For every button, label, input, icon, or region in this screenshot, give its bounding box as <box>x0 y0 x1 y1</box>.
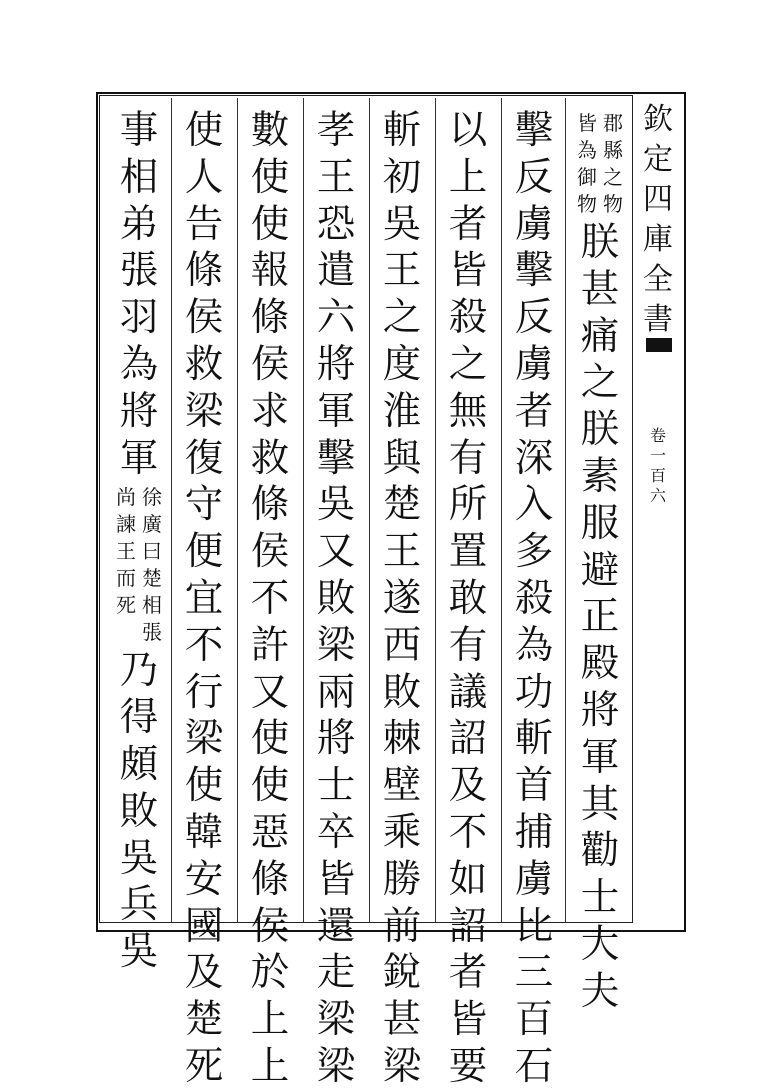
main-char: 條 <box>250 295 290 341</box>
main-char: 又 <box>316 529 356 575</box>
main-char: 吳 <box>119 835 159 881</box>
main-char: 許 <box>250 622 290 668</box>
column-rule <box>171 98 172 922</box>
main-char: 王 <box>382 529 422 575</box>
main-char: 入 <box>514 482 554 528</box>
main-char: 淮 <box>382 388 422 434</box>
main-char: 梁 <box>382 1043 422 1089</box>
main-char: 痛 <box>580 313 620 359</box>
main-char: 卒 <box>316 809 356 855</box>
main-char: 吳 <box>119 929 159 975</box>
volume-char: 卷 <box>649 426 666 445</box>
main-char: 走 <box>316 950 356 996</box>
main-char: 將 <box>119 388 159 434</box>
main-char: 將 <box>316 716 356 762</box>
main-char: 議 <box>448 669 488 715</box>
title-char: 全 <box>643 262 673 297</box>
text-column <box>509 108 559 1091</box>
main-char: 軍 <box>580 734 620 780</box>
main-char: 求 <box>250 388 290 434</box>
main-char: 復 <box>184 435 224 481</box>
main-char: 梁 <box>316 1043 356 1089</box>
title-char: 書 <box>643 302 673 337</box>
note-char: 死 <box>116 593 136 618</box>
main-char: 便 <box>184 529 224 575</box>
main-char: 不 <box>184 622 224 668</box>
column-rule <box>501 98 502 922</box>
main-char: 置 <box>448 529 488 575</box>
main-char: 使 <box>184 763 224 809</box>
text-column <box>443 108 493 1091</box>
fishtail-mark <box>646 338 672 352</box>
main-char: 得 <box>119 695 159 741</box>
main-char: 勝 <box>382 856 422 902</box>
main-char: 救 <box>250 435 290 481</box>
main-char: 殺 <box>514 575 554 621</box>
main-char: 人 <box>184 154 224 200</box>
main-char: 救 <box>184 341 224 387</box>
main-char: 宜 <box>184 575 224 621</box>
note-char: 張 <box>142 620 162 645</box>
text-column <box>311 108 361 1091</box>
main-char: 反 <box>514 154 554 200</box>
main-char: 擊 <box>316 435 356 481</box>
main-char: 初 <box>382 154 422 200</box>
main-char: 虜 <box>514 341 554 387</box>
annotation-line <box>141 484 163 646</box>
main-char: 擊 <box>514 248 554 294</box>
text-column <box>377 108 427 1091</box>
main-char: 西 <box>382 622 422 668</box>
main-char: 楚 <box>382 482 422 528</box>
title-char: 欽 <box>643 102 673 137</box>
main-char: 詔 <box>448 716 488 762</box>
book-page <box>96 92 684 1089</box>
main-char: 三 <box>514 950 554 996</box>
main-char: 甚 <box>382 997 422 1043</box>
main-char: 及 <box>448 763 488 809</box>
main-char: 吳 <box>316 482 356 528</box>
note-char: 皆 <box>577 111 597 135</box>
main-char: 者 <box>448 201 488 247</box>
column-rule <box>369 98 370 922</box>
main-char: 不 <box>250 575 290 621</box>
main-char: 要 <box>448 1043 488 1089</box>
main-char: 擊 <box>514 108 554 153</box>
main-char: 為 <box>119 341 159 387</box>
main-char: 百 <box>514 997 554 1043</box>
main-char: 報 <box>250 248 290 294</box>
main-char: 詔 <box>448 903 488 949</box>
annotation-line <box>576 110 598 218</box>
main-char: 前 <box>382 903 422 949</box>
main-char: 使 <box>250 201 290 247</box>
note-char: 楚 <box>142 566 162 591</box>
note-char: 徐 <box>142 485 162 510</box>
main-char: 捕 <box>514 809 554 855</box>
main-char: 上 <box>250 1043 290 1089</box>
note-char: 廣 <box>142 512 162 537</box>
main-char: 頗 <box>119 741 159 787</box>
title-char: 定 <box>643 142 673 177</box>
note-char: 為 <box>577 138 597 162</box>
main-char: 條 <box>250 856 290 902</box>
main-char: 斬 <box>382 108 422 153</box>
column-rule <box>565 98 566 922</box>
volume-char: 六 <box>649 486 666 505</box>
note-char: 尚 <box>116 485 136 510</box>
main-char: 梁 <box>184 716 224 762</box>
main-char: 服 <box>580 500 620 546</box>
main-char: 使 <box>250 716 290 762</box>
main-char: 安 <box>184 856 224 902</box>
main-char: 以 <box>448 108 488 153</box>
main-char: 侯 <box>184 295 224 341</box>
main-char: 皆 <box>448 248 488 294</box>
main-char: 虜 <box>514 856 554 902</box>
main-char: 守 <box>184 482 224 528</box>
main-char: 甚 <box>580 266 620 312</box>
main-char: 國 <box>184 903 224 949</box>
main-char: 有 <box>448 622 488 668</box>
volume-char: 百 <box>649 466 666 485</box>
main-char: 多 <box>514 529 554 575</box>
main-char: 王 <box>316 154 356 200</box>
main-char: 棘 <box>382 716 422 762</box>
main-char: 還 <box>316 903 356 949</box>
main-char: 銳 <box>382 950 422 996</box>
annotation <box>113 484 165 646</box>
main-char: 與 <box>382 435 422 481</box>
main-char: 相 <box>119 154 159 200</box>
main-char: 敗 <box>119 788 159 834</box>
main-char: 勸 <box>580 828 620 874</box>
note-char: 郡 <box>603 111 623 135</box>
note-char: 物 <box>603 192 623 216</box>
main-char: 素 <box>580 453 620 499</box>
main-char: 王 <box>382 248 422 294</box>
main-char: 石 <box>514 1043 554 1089</box>
main-char: 梁 <box>316 622 356 668</box>
main-char: 者 <box>448 950 488 996</box>
main-char: 孝 <box>316 108 356 153</box>
main-char: 皆 <box>316 856 356 902</box>
main-char: 楚 <box>184 997 224 1043</box>
main-char: 使 <box>184 108 224 153</box>
main-char: 朕 <box>580 220 620 265</box>
note-char: 而 <box>116 566 136 591</box>
main-char: 度 <box>382 341 422 387</box>
annotation-line <box>115 484 137 646</box>
main-char: 死 <box>184 1043 224 1089</box>
main-char: 韓 <box>184 809 224 855</box>
main-char: 首 <box>514 763 554 809</box>
main-char: 恐 <box>316 201 356 247</box>
annotation-line <box>602 110 624 218</box>
main-char: 遂 <box>382 575 422 621</box>
main-char: 吳 <box>382 201 422 247</box>
main-char: 虜 <box>514 201 554 247</box>
main-char: 所 <box>448 482 488 528</box>
main-char: 數 <box>250 108 290 153</box>
main-char: 敗 <box>382 669 422 715</box>
main-char: 弟 <box>119 201 159 247</box>
main-char: 使 <box>250 763 290 809</box>
main-char: 軍 <box>119 435 159 481</box>
main-char: 將 <box>580 687 620 733</box>
main-char: 侯 <box>250 341 290 387</box>
main-char: 殿 <box>580 641 620 687</box>
main-char: 梁 <box>316 997 356 1043</box>
main-char: 為 <box>514 622 554 668</box>
main-char: 皆 <box>448 997 488 1043</box>
main-char: 上 <box>250 997 290 1043</box>
main-char: 朕 <box>580 407 620 453</box>
main-char: 敗 <box>316 575 356 621</box>
main-char: 反 <box>514 295 554 341</box>
main-char: 事 <box>119 108 159 153</box>
text-column <box>245 108 295 1091</box>
main-char: 殺 <box>448 295 488 341</box>
title-char: 四 <box>643 182 673 217</box>
main-char: 乘 <box>382 809 422 855</box>
main-char: 侯 <box>250 903 290 949</box>
main-char: 將 <box>316 341 356 387</box>
main-char: 功 <box>514 669 554 715</box>
book-title <box>638 100 678 340</box>
note-char: 相 <box>142 593 162 618</box>
annotation <box>574 110 626 218</box>
main-char: 條 <box>184 248 224 294</box>
main-char: 如 <box>448 856 488 902</box>
main-char: 敢 <box>448 575 488 621</box>
title-char: 庫 <box>643 222 673 257</box>
main-char: 之 <box>580 360 620 406</box>
main-char: 不 <box>448 809 488 855</box>
main-char: 軍 <box>316 388 356 434</box>
main-char: 壁 <box>382 763 422 809</box>
main-char: 告 <box>184 201 224 247</box>
main-char: 正 <box>580 594 620 640</box>
main-char: 遣 <box>316 248 356 294</box>
main-char: 之 <box>448 341 488 387</box>
volume-char: 一 <box>649 446 666 465</box>
main-char: 避 <box>580 547 620 593</box>
main-char: 惡 <box>250 809 290 855</box>
main-char: 有 <box>448 435 488 481</box>
note-char: 諫 <box>116 512 136 537</box>
main-char: 侯 <box>250 529 290 575</box>
main-char: 大 <box>580 921 620 967</box>
note-char: 曰 <box>142 539 162 564</box>
main-char: 羽 <box>119 295 159 341</box>
main-char: 其 <box>580 781 620 827</box>
main-char: 兩 <box>316 669 356 715</box>
main-char: 者 <box>514 388 554 434</box>
main-char: 深 <box>514 435 554 481</box>
column-rule <box>435 98 436 922</box>
main-char: 張 <box>119 248 159 294</box>
text-column <box>179 108 229 1091</box>
main-char: 夫 <box>580 968 620 1014</box>
column-rule <box>237 98 238 922</box>
text-column <box>575 108 625 1016</box>
main-char: 及 <box>184 950 224 996</box>
note-char: 之 <box>603 165 623 189</box>
main-char: 士 <box>580 875 620 921</box>
main-char: 於 <box>250 950 290 996</box>
column-rule <box>303 98 304 922</box>
note-char: 縣 <box>603 138 623 162</box>
main-char: 無 <box>448 388 488 434</box>
main-char: 又 <box>250 669 290 715</box>
main-char: 行 <box>184 669 224 715</box>
note-char: 物 <box>577 192 597 216</box>
note-char: 御 <box>577 165 597 189</box>
main-char: 六 <box>316 295 356 341</box>
main-char: 使 <box>250 154 290 200</box>
main-char: 條 <box>250 482 290 528</box>
main-char: 比 <box>514 903 554 949</box>
text-column <box>114 108 164 976</box>
main-char: 乃 <box>119 648 159 694</box>
main-char: 兵 <box>119 882 159 928</box>
main-char: 士 <box>316 763 356 809</box>
note-char: 王 <box>116 539 136 564</box>
main-char: 之 <box>382 295 422 341</box>
main-char: 上 <box>448 154 488 200</box>
page-margin-column <box>634 92 682 928</box>
volume-number <box>642 426 674 506</box>
main-char: 梁 <box>184 388 224 434</box>
main-char: 斬 <box>514 716 554 762</box>
